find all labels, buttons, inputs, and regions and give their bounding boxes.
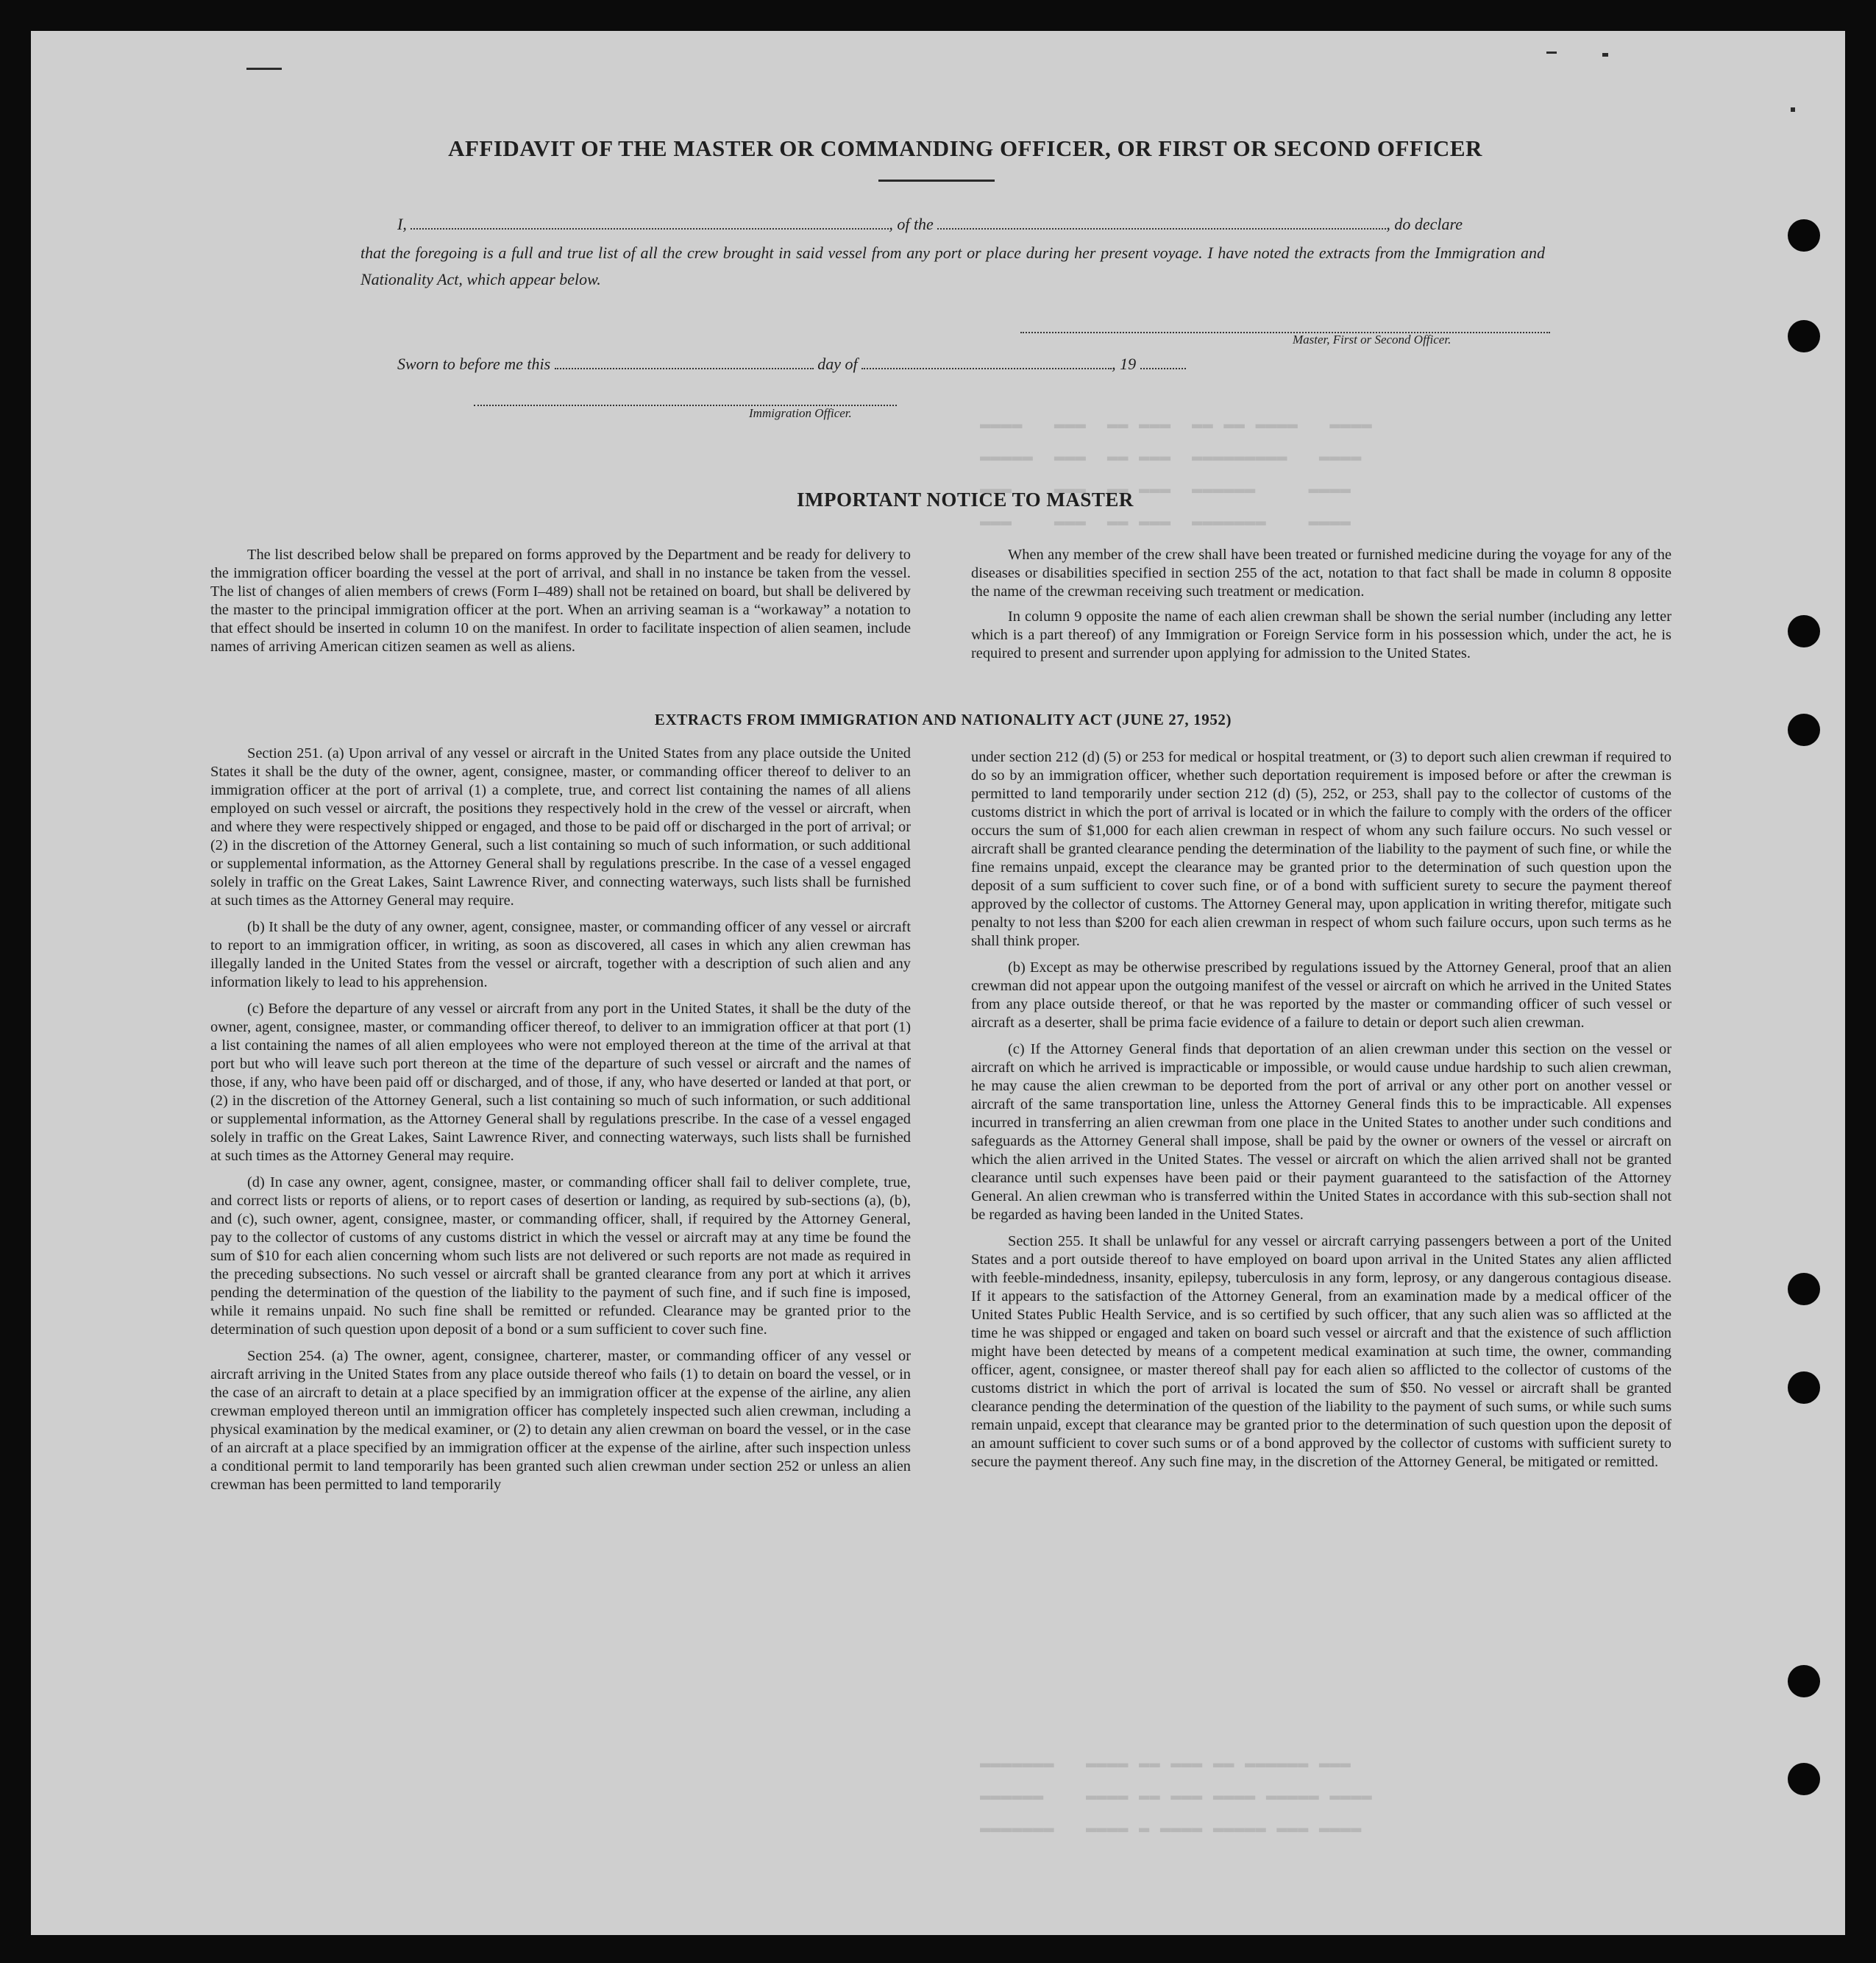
officer-signature-label: Immigration Officer. — [749, 406, 852, 420]
sworn-line — [397, 355, 1186, 374]
statute-paragraph: (c) If the Attorney General finds that deportation of an alien crewman under this section on the vessel or aircraft on which he arrived is impracticable or impossible, or would cause undue hardship to such alien crewman, he may cause the alien crewman to be deported from the port of arrival or any other port on another vessel or aircraft of the same transportation line, unless the Attorney General finds this to be impracticable. All expenses incurred in transferring an alien crewman from one place in the United States to another under such conditions and safeguards as the Attorney General shall impose, shall be paid by the owner or owners of the vessel or aircraft on which the alien arrived in the United States. The vessel or aircraft on which the alien arrived shall not be granted clearance until such expenses have been paid or their payment guaranteed to the satisfaction of the Attorney General. An alien crewman who is transferred within the United States in accordance with this sub-section shall not be regarded as having been landed in the United States. — [971, 1041, 1671, 1223]
notice-paragraph: The list described below shall be prepared on forms approved by the Department and be ready for delivery to the immigration officer boarding the vessel at the port of arrival, and shall in no instance be taken from the vessel. The list of changes of alien members of crews (Form I–489) shall not be retained on board, but shall be delivered by the master to the principal immigration officer at the port. When an arriving seaman is a “workaway” a notation to that effect should be inserted in column 10 on the manifest. In order to facilitate inspection of alien seamen, include names of arriving American citizen seamen as well as aliens. — [210, 547, 911, 655]
statute-paragraph: Section 251. (a) Upon arrival of any vessel or aircraft in the United States from any place outside the United States it shall be the duty of the owner, agent, consignee, master, or commanding officer thereof to deliver to an immigration officer at the port of arrival (1) a complete, true, and correct list containing the names of all aliens employed on such vessel or aircraft, the positions they respectively hold in the crew of the vessel or aircraft, when and where they were respectively shipped or engaged, and those to be paid off or discharged in the port of arrival; or (2) in the discretion of the Attorney General, such a list containing so much of such information, or such additional or supplemental information, as the Attorney General shall by regulations prescribe. In the case of a vessel engaged solely in traffic on the Great Lakes, Saint Lawrence River, and connecting waterways, such lists shall be furnished at such times as the Attorney General may require. — [210, 745, 911, 909]
statute-paragraph: (c) Before the departure of any vessel or aircraft from any port in the United States, it shall be the duty of the owner, agent, consignee, master, or commanding officer thereof, to deliver to an immigration officer at that port (1) a list containing the names of all alien employees who were not employed thereon at the time of the arrival at that port but who will leave such port thereon at the time of the departure of such vessel or aircraft and the names of those, if any, who have been paid off or discharged, and of those, if any, who have deserted or landed at that port, or (2) in the discretion of the Attorney General, such a list containing so much of such information, or such additional or supplemental information, as the Attorney General shall by regulations prescribe. In the case of a vessel engaged solely in traffic on the Great Lakes, Saint Lawrence River, and connecting waterways, such lists shall be furnished at such times as the Attorney General may require. — [210, 1001, 911, 1164]
affidavit-title: AFFIDAVIT OF THE MASTER OR COMMANDING OFFICER, OR FIRST OR SECOND OFFICER — [448, 135, 1482, 161]
extracts-right-column — [971, 748, 1671, 1480]
statute-paragraph: (b) It shall be the duty of any owner, agent, consignee, master, or commanding officer of any vessel or aircraft to report to an immigration officer, in writing, as soon as discovered, all cases in which any alien crewman has illegally landed in the United States from the vessel or aircraft, together with a description of such alien and any information likely to lead to his apprehension. — [210, 919, 911, 990]
master-signature-label: Master, First or Second Officer. — [1293, 333, 1452, 347]
affidavit-declaration-line — [397, 215, 1463, 234]
notice-left-column — [210, 546, 911, 664]
document-page — [31, 31, 1845, 1935]
punch-hole — [1788, 219, 1820, 252]
sworn-month-field[interactable] — [861, 356, 1112, 369]
statute-paragraph: (d) In case any owner, agent, consignee, master, or commanding officer shall fail to deliver complete, true, and correct lists or reports of aliens, or to report cases of desertion or landing, as required by sub-sections (a), (b), and (c), such owner, agent, consignee, master, or commanding officer, shall, if required by the Attorney General, pay to the collector of customs of any customs district in which the vessel or aircraft may at any time be found the sum of $10 for each alien concerning whom such lists are not delivered or such reports are not made as required in the preceding subsections. No such vessel or aircraft shall be granted clearance from any port at which it arrives pending the determination of the question of the liability to the payment of such fine, and if such fine is imposed, while it remains unpaid. No such fine shall be remitted or refunded. Clearance may be granted prior to the determination of such question upon deposit of a bond or a sum sufficient to cover such fine. — [210, 1174, 911, 1338]
scan-mark — [246, 68, 282, 70]
punch-hole — [1788, 1763, 1820, 1795]
punch-hole — [1788, 320, 1820, 352]
punch-hole — [1788, 1371, 1820, 1404]
sworn-day-field[interactable] — [555, 356, 814, 369]
extracts-left-column — [210, 745, 911, 1502]
vessel-field[interactable] — [937, 216, 1386, 230]
sworn-year-field[interactable] — [1140, 356, 1186, 369]
bleed-through-texture: ▬▬▬▬ ▬▬▬ ▬▬ ▬▬▬ ▬▬ ▬▬ ▬▬▬▬ ▬▬▬▬ ▬▬▬▬▬ ▬▬▬ ▬▬ ▬▬▬ ▬▬▬▬▬▬▬▬▬ ▬▬▬▬ ▬▬▬ ▬▬▬ ▬▬ ▬▬▬ ▬▬▬▬▬▬ ▬▬▬▬ ▬▬▬ ▬▬▬ ▬▬ ▬▬▬ ▬▬▬▬▬▬▬ ▬▬▬▬ — [980, 415, 1372, 532]
notice-right-column — [971, 546, 1671, 671]
statute-paragraph: under section 212 (d) (5) or 253 for medical or hospital treatment, or (3) to deport such alien crewman if required to do so by an immigration officer, whether such deportation requirement is imposed before or after the crewman is permitted to land temporarily under section 212 (d) (5), 252, or 253, shall pay to the collector of customs of the customs district in which the port of arrival is located or in which the failure to comply with the orders of the officer occurs the sum of $1,000 for each alien crewman in respect of whom any such failure occurs. No such vessel or aircraft shall be granted clearance pending the determination of the liability to the payment of such fine, or while the fine remains unpaid, except the clearance may be granted prior to the determination of such question upon the deposit of a sum sufficient to cover such fine, or of a bond with sufficient surety to secure the payment thereof approved by the collector of customs. The Attorney General may, upon application in writing therefor, mitigate such penalty to not less than $200 for each alien crewman in respect of whom such failure occurs, upon such terms as he shall think proper. — [971, 749, 1671, 949]
title-divider — [878, 180, 995, 182]
punch-hole — [1788, 1665, 1820, 1697]
punch-hole — [1788, 1273, 1820, 1305]
scan-mark — [1791, 107, 1795, 112]
statute-paragraph: Section 255. It shall be unlawful for any vessel or aircraft carrying passengers between a port of the United States and a port outside thereof to have employed on board upon arrival in the United States any alien afflicted with feeble-mindedness, insanity, epilepsy, tuberculosis in any form, leprosy, or any dangerous contagious disease. If it appears to the satisfaction of the Attorney General, from an examination made by a medical officer of the United States Public Health Service, and is so certified by such officer, that any such alien was so afflicted at the time he was shipped or engaged and taken on board such vessel or aircraft and that the existence of such affliction might have been detected by means of a competent medical examination at such time, the owner, commanding officer, agent, consignee, or master thereof shall pay for each alien so afflicted to the collector of customs of the customs district in which the port of arrival is located the sum of $50. No vessel or aircraft shall be granted clearance pending the determination of the question of the liability to the payment of such sums, or while such sums remain unpaid, except that clearance may be granted prior to the determination of such question upon the deposit of an amount sufficient to cover such sums or of a bond approved by the collector of customs with sufficient surety to secure the payment thereof. Any such fine may, in the discretion of the Attorney General, be mitigated or remitted. — [971, 1233, 1671, 1470]
bleed-through-texture: ▬▬▬▬▬▬▬ ▬▬▬▬ ▬▬ ▬▬▬ ▬▬ ▬▬▬▬▬▬ ▬▬▬ ▬▬▬▬▬▬ ▬▬▬▬ ▬▬ ▬▬▬ ▬▬▬▬ ▬▬▬▬▬ ▬▬▬▬ ▬▬▬▬▬▬▬ ▬▬▬▬ ▬ ▬▬▬▬ ▬▬▬▬▬ ▬▬▬ ▬▬▬▬ — [980, 1754, 1372, 1839]
notice-title: IMPORTANT NOTICE TO MASTER — [797, 489, 1134, 511]
master-signature-line[interactable] — [1020, 332, 1550, 333]
extracts-title: EXTRACTS FROM IMMIGRATION AND NATIONALITY ACT (JUNE 27, 1952) — [654, 711, 1232, 728]
name-field[interactable] — [411, 216, 889, 230]
year-label: , 19 — [1112, 355, 1137, 373]
statute-paragraph: Section 254. (a) The owner, agent, consignee, charterer, master, or commanding officer of any vessel or aircraft arriving in the United States from any place outside thereof who fails (1) to detain on board the vessel, or in the case of an aircraft to detain at a place specified by an immigration officer at the expense of the airline, any alien crewman employed thereon until an immigration officer has completely inspected such alien crewman, including a physical examination by the medical examiner, or (2) to detain any alien crewman on board the vessel, or in the case of an aircraft at a place specified by an immigration officer at the expense of the airline, after such inspection unless a conditional permit to land temporarily has been granted such alien crewman under section 252 or unless an alien crewman has been permitted to land temporarily — [210, 1348, 911, 1493]
do-declare-label: , do declare — [1386, 215, 1463, 233]
of-the-label: , of the — [889, 215, 934, 233]
scan-mark — [1546, 52, 1557, 54]
punch-hole — [1788, 714, 1820, 746]
statute-paragraph: (b) Except as may be otherwise prescribed by regulations issued by the Attorney General, proof that an alien crewman did not appear upon the outgoing manifest of the vessel or aircraft on which he arrived in the United States from any place outside thereof, or that he was reported by the master or commanding officer of such vessel or aircraft as a deserter, shall be prima facie evidence of a failure to detain or deport such alien crewman. — [971, 959, 1671, 1031]
scan-mark — [1602, 53, 1608, 57]
sworn-label: Sworn to before me this — [397, 355, 551, 373]
day-of-label: day of — [817, 355, 858, 373]
notice-paragraph: When any member of the crew shall have been treated or furnished medicine during the voyage for any of the diseases or disabilities specified in section 255 of the act, notation to that fact shall be made in column 8 opposite the name of the crewman receiving such treatment or medication. — [971, 547, 1671, 600]
affidavit-statement: that the foregoing is a full and true list of all the crew brought in said vessel from any port or place during her present voyage. I have noted the extracts from the Immigration and Nationality Act, which appear below. — [360, 244, 1545, 288]
punch-hole — [1788, 615, 1820, 647]
i-label: I, — [397, 215, 407, 233]
notice-paragraph: In column 9 opposite the name of each alien crewman shall be shown the serial number (including any letter which is a part thereof) of any Immigration or Foreign Service form in his possession which, under the act, he is required to present and surrender upon applying for admission to the United States. — [971, 608, 1671, 661]
